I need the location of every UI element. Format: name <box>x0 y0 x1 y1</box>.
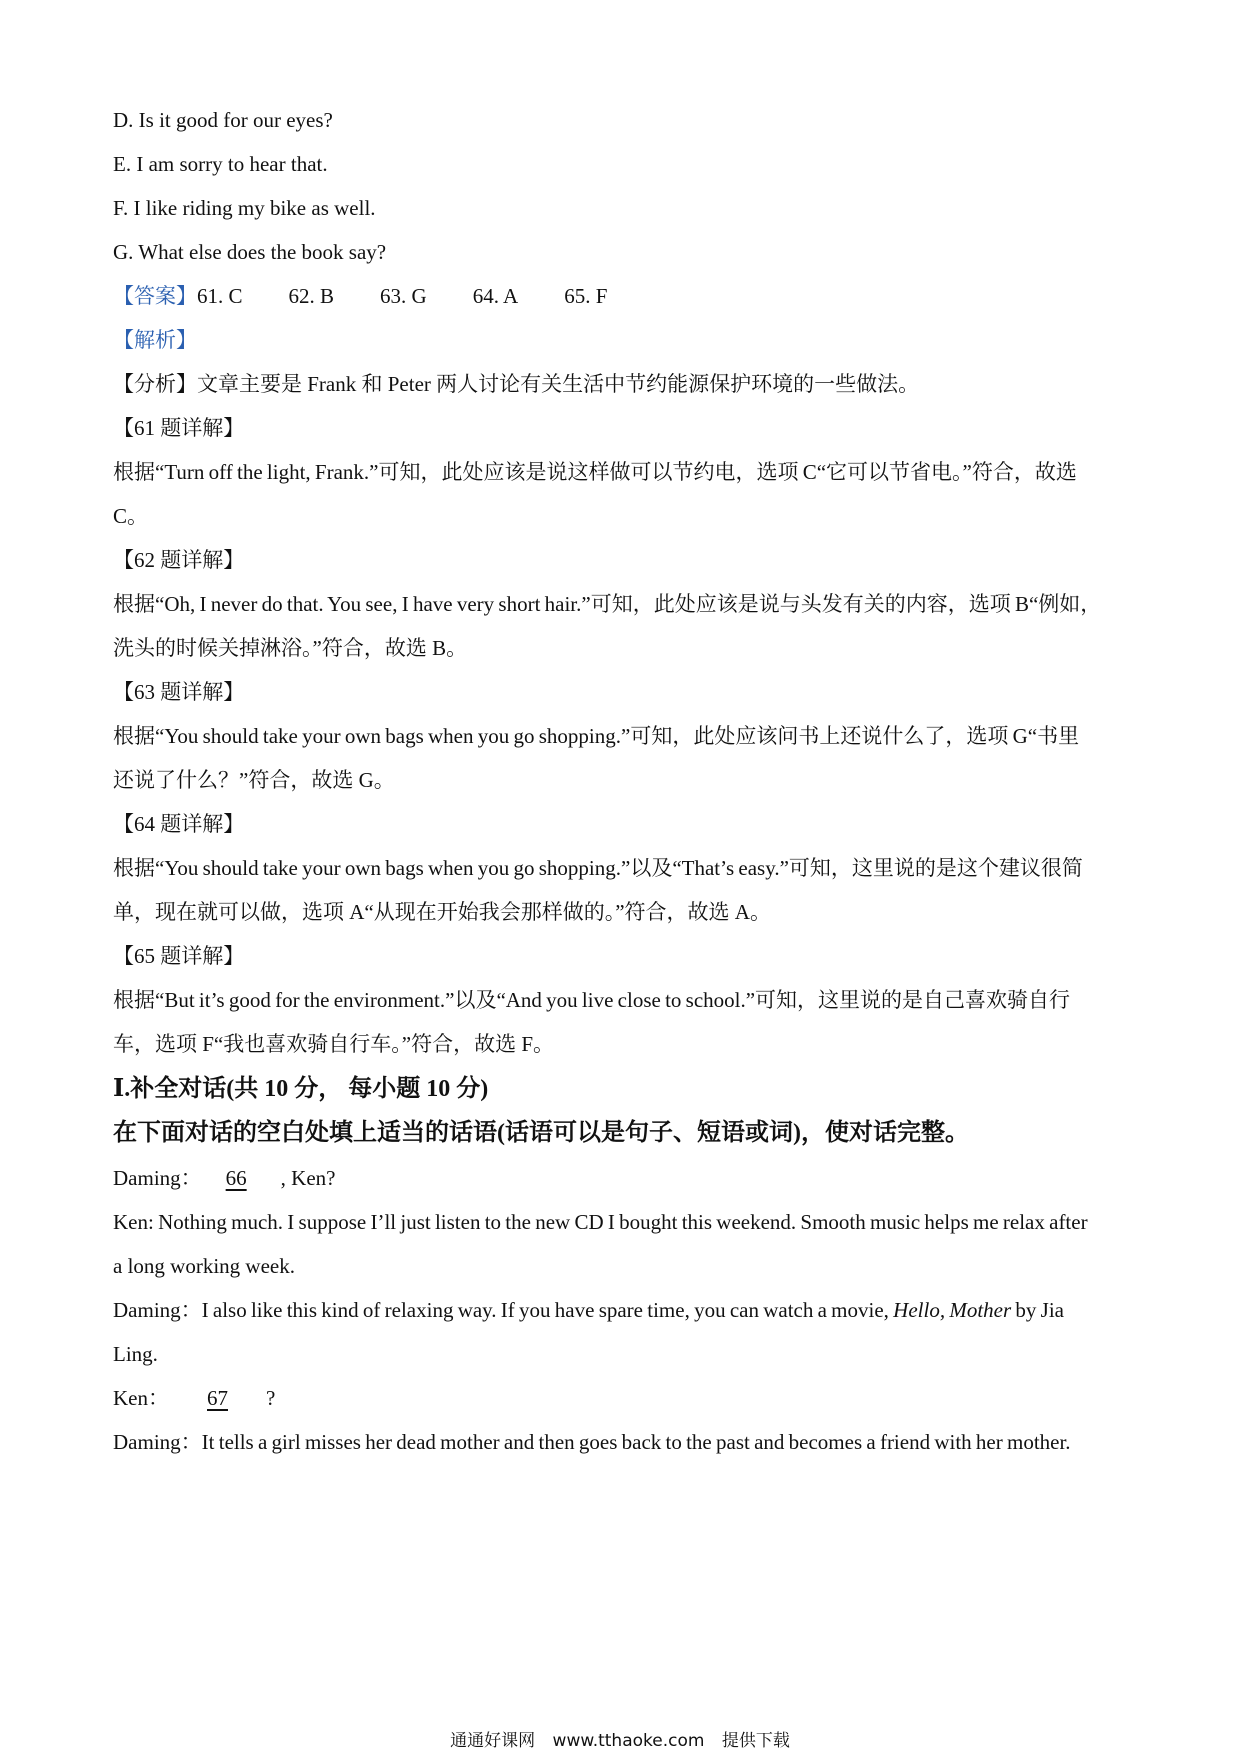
dialogue-line-6 <box>113 1383 1133 1413</box>
q64-heading: 【64 题详解】 <box>113 812 245 836</box>
movie-title: Hello, Mother <box>893 1298 1012 1322</box>
page-footer <box>0 1730 1240 1752</box>
footer-url[interactable]: www.tthaoke.com <box>552 1731 705 1751</box>
q64-explanation-line1: 根据“You should take your own bags when you go shopping.”以及“That’s easy.”可知，这里说的是这个建议很简 <box>113 856 1083 880</box>
q62-heading: 【62 题详解】 <box>113 548 245 572</box>
q62-explanation-line1: 根据“Oh, I never do that. You see, I have very short hair.”可知，此处应该是说与头发有关的内容，选项 B“例如， <box>113 592 1102 616</box>
dialogue-text: ? <box>266 1386 276 1410</box>
speaker-label: Daming： <box>113 1166 202 1190</box>
q61-explanation-line1: 根据“Turn off the light, Frank.”可知，此处应该是说这样做可以节约电，选项 C“它可以节省电。”符合，故选 <box>113 460 1077 484</box>
q61-explanation-line2: C。 <box>113 504 149 528</box>
analysis-summary: 【分析】文章主要是 Frank 和 Peter 两人讨论有关生活中节约能源保护环境的一些做法。 <box>113 372 920 396</box>
dialogue-line-7: Daming：It tells a girl misses her dead mother and then goes back to the past and becomes a friend with her mother. <box>113 1430 1071 1454</box>
option-f: F. I like riding my bike as well. <box>113 196 376 220</box>
footer-note: 提供下载 <box>721 1731 790 1751</box>
dialogue-line-5: Ling. <box>113 1342 158 1366</box>
answer-item: 63. G <box>380 284 427 308</box>
analysis-label: 【解析】 <box>113 328 197 352</box>
dialogue-text: Daming：I also like this kind of relaxing way. If you have spare time, you can watch a movie, <box>113 1298 894 1322</box>
option-d: D. Is it good for our eyes? <box>113 108 333 132</box>
section-instruction: 在下面对话的空白处填上适当的话语(话语可以是句子、短语或词)，使对话完整。 <box>113 1120 969 1146</box>
q65-explanation-line1: 根据“But it’s good for the environment.”以及“And you live close to school.”可知，这里说的是自己喜欢骑自行 <box>113 988 1071 1012</box>
answer-item: 64. A <box>472 284 519 308</box>
answer-item: 65. F <box>564 284 608 308</box>
option-g: G. What else does the book say? <box>113 240 387 264</box>
q65-heading: 【65 题详解】 <box>113 944 245 968</box>
q65-explanation-line2: 车，选项 F“我也喜欢骑自行车。”符合，故选 F。 <box>113 1032 554 1056</box>
q61-heading: 【61 题详解】 <box>113 416 245 440</box>
q63-explanation-line1: 根据“You should take your own bags when you go shopping.”可知，此处应该问书上还说什么了，选项 G“书里 <box>113 724 1080 748</box>
blank-number: 66 <box>225 1166 247 1190</box>
speaker-label: Ken： <box>113 1386 169 1410</box>
dialogue-line-3: a long working week. <box>113 1254 295 1278</box>
option-e: E. I am sorry to hear that. <box>113 152 328 176</box>
blank-66[interactable] <box>202 1163 281 1193</box>
footer-site-name: 通通好课网 <box>450 1731 536 1751</box>
q63-explanation-line2: 还说了什么？”符合，故选 G。 <box>113 768 395 792</box>
answer-label: 【答案】 <box>113 284 197 308</box>
answer-item: 62. B <box>288 284 335 308</box>
blank-number: 67 <box>207 1386 228 1410</box>
dialogue-line-1 <box>113 1163 1133 1193</box>
blank-67[interactable] <box>169 1383 266 1413</box>
answer-row <box>113 281 1133 311</box>
dialogue-line-4 <box>113 1295 1133 1325</box>
q62-explanation-line2: 洗头的时候关掉淋浴。”符合，故选 B。 <box>113 636 468 660</box>
dialogue-line-2: Ken: Nothing much. I suppose I’ll just listen to the new CD I bought this weekend. Smooth music helps me relax after <box>113 1210 1088 1234</box>
answer-item: 61. C <box>197 284 243 308</box>
dialogue-text: , Ken? <box>280 1166 336 1190</box>
dialogue-text: by Jia <box>1011 1298 1064 1322</box>
section-title: Ⅰ.补全对话(共 10 分， 每小题 10 分) <box>113 1076 489 1102</box>
q63-heading: 【63 题详解】 <box>113 680 245 704</box>
q64-explanation-line2: 单，现在就可以做，选项 A“从现在开始我会那样做的。”符合，故选 A。 <box>113 900 771 924</box>
